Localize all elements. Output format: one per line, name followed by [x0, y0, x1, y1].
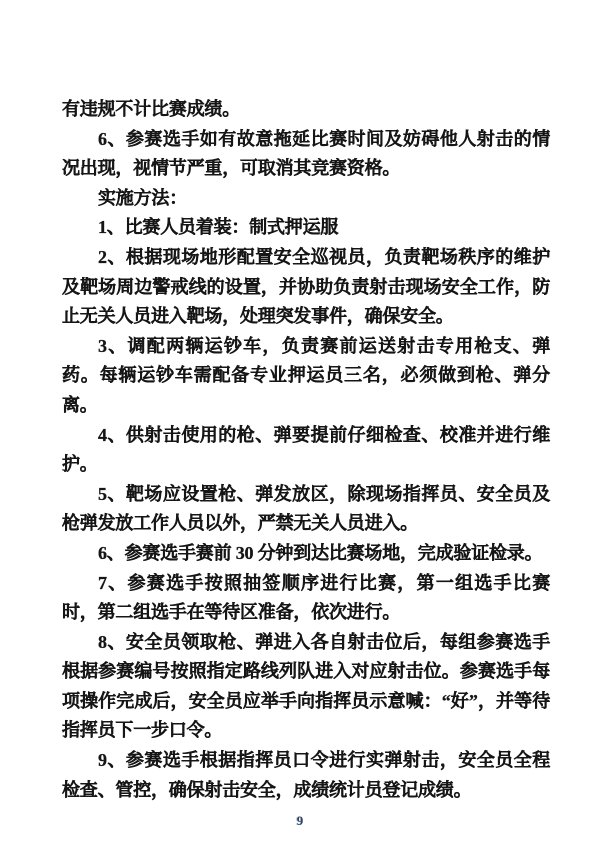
paragraph: 1、比赛人员着装：制式押运服 [98, 217, 339, 238]
paragraph: 2、根据现场地形配置安全巡视员，负责靶场秩序的维护及靶场周边警戒线的设置，并协助负责射击现场安全工作，防止无关人员进入靶场，处理突发事件，确保安全。 [62, 246, 550, 327]
paragraph: 4、供射击使用的枪、弹要提前仔细检查、校准并进行维护。 [62, 424, 550, 475]
paragraph: 7、参赛选手按照抽签顺序进行比赛，第一组选手比赛时，第二组选手在等待区准备，依次进行。 [62, 572, 550, 623]
paragraph: 9、参赛选手根据指挥员口令进行实弹射击，安全员全程检查、管控，确保射击安全，成绩统计员登记成绩。 [62, 750, 550, 800]
paragraph: 实施方法： [98, 187, 187, 208]
paragraph: 6、参赛选手赛前 30 分钟到达比赛场地，完成验证检录。 [98, 542, 543, 563]
paragraph: 8、安全员领取枪、弹进入各自射击位后，每组参赛选手根据参赛编号按照指定路线列队进入对应射击位。参赛选手每项操作完成后，安全员应举手向指挥员示意喊：“好”，并等待指挥员下一步口令。 [62, 631, 550, 741]
paragraph: 有违规不计比赛成绩。 [62, 99, 240, 119]
document-body [62, 95, 550, 805]
paragraph: 3、调配两辆运钞车，负责赛前运送射击专用枪支、弹药。每辆运钞车需配备专业押运员三名，必须做到枪、弹分离。 [62, 335, 550, 415]
paragraph: 5、靶场应设置枪、弹发放区，除现场指挥员、安全员及枪弹发放工作人员以外，严禁无关人员进入。 [62, 483, 550, 534]
page-number: 9 [296, 813, 304, 828]
paragraph: 6、参赛选手如有故意拖延比赛时间及妨碍他人射击的情况出现，视情节严重，可取消其竞赛资格。 [62, 128, 550, 179]
